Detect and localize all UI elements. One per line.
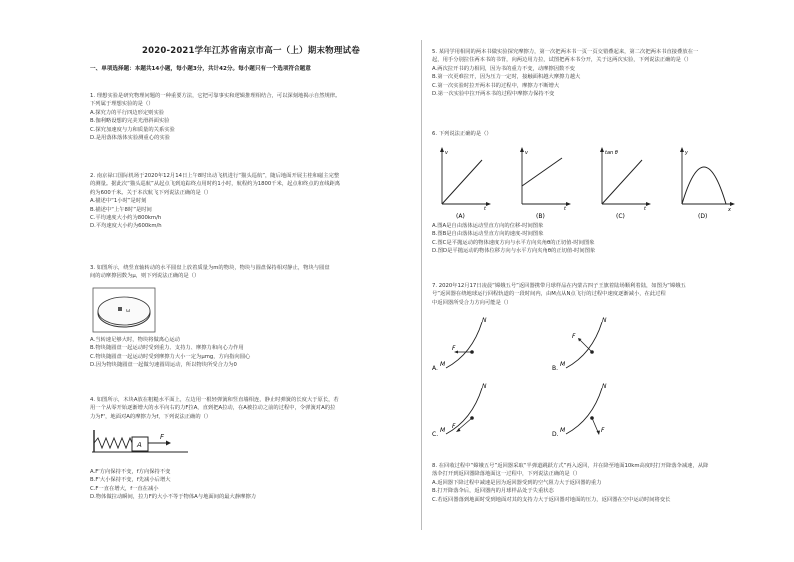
svg-text:F: F: [452, 423, 456, 430]
option-b: B.描述中“上午8时”是时间: [90, 206, 152, 213]
svg-text:t: t: [484, 206, 486, 212]
question-stem: 用一个从零开始逐渐增大的水平向右的力F拉A，直到把A拉动，在A被拉动之前的过程中，令弹簧对A的拉: [90, 405, 336, 412]
question-stem: 约为600千米。关于本次航飞下列说法正确的是（）: [90, 189, 212, 196]
option-d: D.第一次实验中拉开两本书的过程中摩擦力保持不变: [432, 91, 555, 98]
svg-text:y: y: [685, 150, 688, 156]
svg-text:A: A: [137, 441, 142, 449]
trajectory-option-c: [432, 380, 512, 440]
question-stem: 的测量。据此次“猫头巡航”从起点飞到追踪终点用时约1小时，航程约为1800千米，起点和终点的直线距离: [90, 181, 341, 188]
option-a: A.当转速足够大时，物块将做离心运动: [90, 337, 180, 343]
svg-text:v: v: [445, 150, 448, 156]
option-b: B.打开降落伞后，返回器内的月球样品处于失重状态: [432, 488, 554, 495]
rotating-disc-figure: [92, 287, 156, 333]
question-6-options: [432, 222, 764, 256]
question-stem: 8. 在回收过程中“嫦娥五号”返回器采取“半弹道跳跃方式”再入返回，并在降至地面10km高度时打开降落伞减速，从降: [432, 463, 709, 469]
option-b: B.图B是自由落体运动竖直方向的速度-时间图象: [432, 231, 544, 238]
option-c: C.第一次实验时拉开两本书的过程中，摩擦力不断增大: [432, 82, 560, 89]
spring: [94, 438, 132, 448]
section-heading: 一、单项选择题：本题共14小题，每小题3分，共计42分。每小题只有一个选项符合题意: [90, 66, 311, 72]
question-6: [432, 130, 764, 138]
omega-label: ω: [126, 308, 131, 314]
svg-text:M: M: [560, 427, 566, 434]
svg-text:M: M: [560, 361, 566, 368]
svg-text:N: N: [482, 317, 487, 324]
question-7: [432, 282, 764, 307]
option-a: A.返回器下降过程中减速是因为返回器受到的空气阻力大于返回器的重力: [432, 479, 602, 486]
page-title: 2020-2021学年江苏省南京市高一（上）期末物理试卷: [142, 46, 360, 56]
svg-text:(A): (A): [456, 213, 465, 220]
block-on-disc: [118, 307, 122, 311]
option-c: C.图C是平抛运动的物体速度方向与水平方向夹角θ的正切值-时间图象: [432, 239, 595, 246]
svg-text:F: F: [601, 427, 605, 434]
option-a: A.两次拉开书的力相同，因为书的重力不变，动摩擦因数不变: [432, 65, 575, 72]
option-c: C.探究加速度与力和质量的关系实验: [90, 126, 175, 133]
option-a: A.图A是自由落体运动竖直方向的位移-时间图象: [432, 223, 544, 229]
svg-text:N: N: [602, 383, 607, 390]
question-3-options: [90, 336, 412, 370]
option-d: D.是用落体落体实验测重心的实验: [90, 135, 170, 142]
question-stem: 间的动摩擦因数为μ，则下列说法正确的是（）: [90, 273, 200, 280]
svg-text:tan θ: tan θ: [605, 150, 618, 156]
question-stem: 号”返回器在绕地球运行回程轨道的一段时间内，由M点从N点飞行的过程中速度逐渐减小，在此过程: [432, 291, 666, 298]
option-a: A.探究力的平行四边形定则实验: [90, 109, 165, 116]
svg-text:B.: B.: [552, 365, 559, 372]
option-b: B.F'大小保持不变，f先减小后增大: [90, 477, 171, 484]
graph-b: [516, 146, 572, 220]
svg-text:M: M: [440, 427, 446, 434]
option-c: C.F一直在增大，f一直在减小: [90, 485, 159, 492]
svg-text:v: v: [525, 150, 528, 156]
question-4-options: [90, 468, 412, 502]
question-5: [432, 48, 764, 98]
svg-text:N: N: [602, 317, 607, 324]
svg-text:(D): (D): [698, 213, 708, 220]
svg-text:t: t: [644, 206, 646, 212]
trajectory-option-b: [552, 314, 632, 374]
option-b: B.第一次更难拉开，因为压力一定时，接触面积越大摩擦力越大: [432, 74, 581, 81]
svg-text:M: M: [440, 361, 446, 368]
option-b: B.物块随圆盘一起运动时受到重力、支持力、摩擦力和向心力作用: [90, 345, 244, 352]
option-d: D.平均速度大小约为600km/h: [90, 223, 162, 230]
right-column: [432, 0, 764, 562]
question-stem: 2. 南京禄口国际机场于2020年12月14日上午8时出动飞机进行“猫头巡航”，随后地面开展主桂和磁主完整: [90, 173, 340, 179]
svg-text:x: x: [728, 207, 731, 213]
question-stem: 力为F'，地面对A的摩擦力为f，下列说法正确的（）: [90, 413, 212, 420]
option-c: C.平均速度大小约为800km/h: [90, 215, 162, 222]
svg-text:(B): (B): [536, 213, 545, 220]
option-d: D.物体做拉动瞬间，拉力F的大小不等于物体A与地面间的最大静摩擦力: [90, 494, 257, 501]
option-d: D.因为物块随圆盘一起做匀速圆周运动，所以物块所受合力为0: [90, 362, 237, 369]
trajectory-option-d: [552, 380, 632, 440]
option-a: A.描述中“1小时”是时刻: [90, 198, 147, 205]
svg-text:N: N: [482, 383, 487, 390]
question-stem: 3. 如图所示，绕竖直轴转动的水平圆盘上放着质量为m的物块，物块与圆盘保持相对静止，物块与圆盘: [90, 265, 330, 271]
svg-text:F: F: [572, 333, 576, 340]
question-stem: 4. 如图所示，木块A放在粗糙水平面上，左边用一根轻弹簧和竖直墙相连，静止时弹簧的长度大于原长，若: [90, 397, 339, 403]
graph-c: [596, 146, 652, 220]
svg-text:t: t: [564, 206, 566, 212]
column-divider: [421, 40, 422, 530]
graph-d: [676, 146, 736, 220]
question-stem: 7. 2020年12月17日凌晨“嫦娥五号”返回器携带月球样品在内蒙古四子王旗着陆场顺利着陆，如图为“嫦娥五: [432, 283, 686, 289]
trajectory-option-a: [432, 314, 512, 374]
question-1: [90, 92, 412, 142]
question-stem: 下列属于理想实验的是（）: [90, 101, 154, 108]
spring-block-figure: [92, 428, 192, 456]
svg-text:(C): (C): [616, 213, 625, 220]
question-stem: 起，用手分别拉住两本书的书背，向两边用力拉，试图把两本书分开，关于这两次实验，下列说法正确的是（）: [432, 57, 692, 64]
option-c: C.物块随圆盘一起运动时受到摩擦力大小一定为μmg，方向指向圆心: [90, 353, 251, 360]
question-stem: 5. 某同学用相同的两本书做实验探究摩擦力，第一次把两本书一页一页交错叠起来，第二次把两本书直接叠放在一: [432, 49, 699, 55]
question-stem: 6. 下列说法正确的是（）: [432, 131, 492, 137]
option-c: C.若返回器落到地面时受到地面对其的支持力大于返回器对地面的压力，返回器在空中运动时间将变长: [432, 496, 671, 503]
question-stem: 中返回器所受合力方向可能是（）: [432, 299, 512, 306]
question-2: [90, 172, 412, 231]
question-stem: 落伞打开到返回器降落地面这一过程中，下列说法正确的是（）: [432, 471, 581, 478]
graph-a: [436, 146, 492, 220]
option-a: A.F'方向保持不变，f方向保持不变: [90, 469, 171, 475]
question-stem: 1. 理想实验是研究物理问题的一种重要方法，它把可靠事实和逻辑推理相结合，可以深刻地揭示自然规律。: [90, 93, 341, 99]
question-4: [90, 396, 412, 421]
question-8: [432, 462, 764, 504]
left-column: [90, 0, 412, 562]
option-b: B.伽利略设想的完美光滑斜面实验: [90, 118, 170, 125]
svg-text:C.: C.: [432, 431, 439, 438]
svg-text:D.: D.: [552, 431, 559, 438]
svg-text:F: F: [160, 433, 165, 441]
option-d: D.图D是平抛运动的物体位移方向与水平方向夹角θ的正切值-时间图象: [432, 248, 596, 255]
svg-text:F: F: [452, 345, 456, 352]
question-3: [90, 264, 412, 281]
svg-text:A.: A.: [432, 365, 438, 372]
